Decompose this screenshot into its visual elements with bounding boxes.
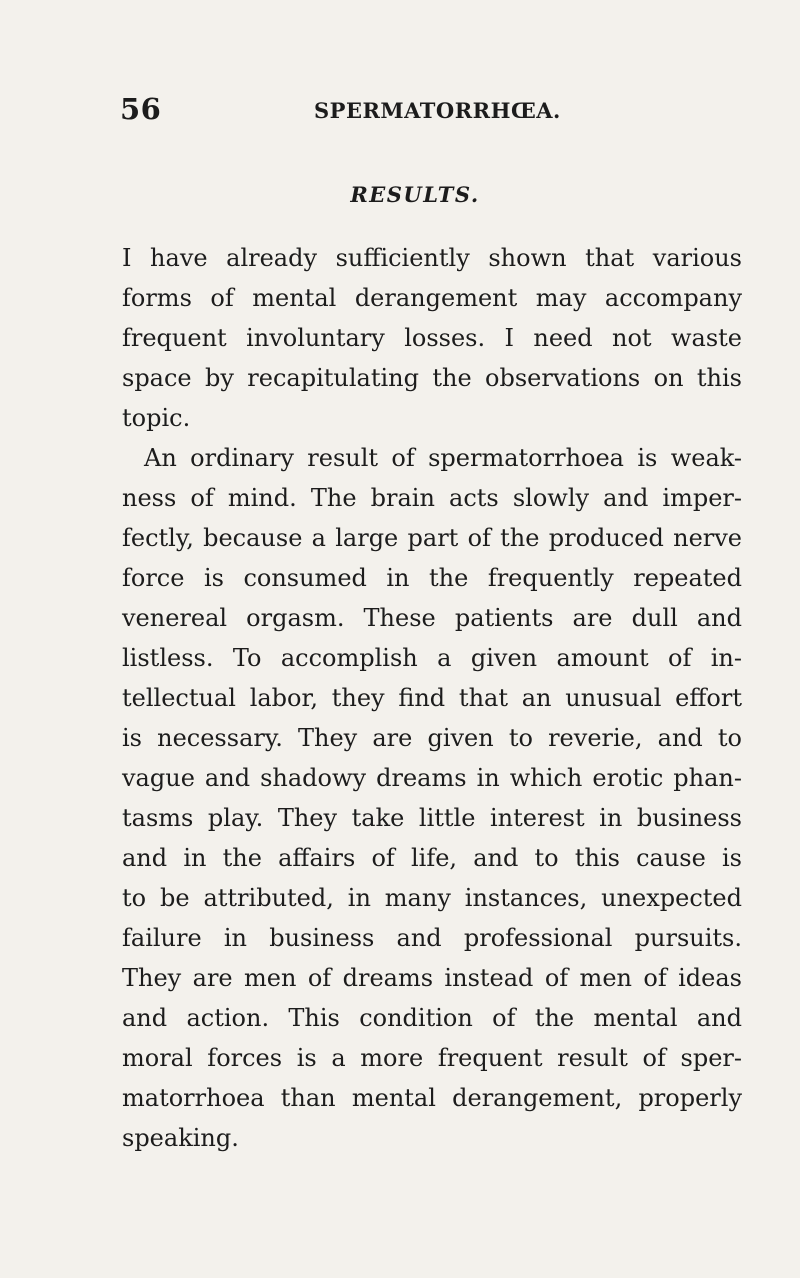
text-line: space by recapitulating the observations on this [122,364,742,392]
text-line: frequent involuntary losses. I need not waste [122,324,742,352]
text-line: I have already sufficiently shown that various [122,244,742,272]
text-line: fectly, because a large part of the produced nerve [122,524,742,552]
text-line: moral forces is a more frequent result of sper- [122,1044,742,1072]
text-line: listless. To accomplish a given amount of in- [122,644,742,672]
text-line: and in the affairs of life, and to this cause is [122,844,742,872]
body-text [122,238,742,1158]
page-number: 56 [120,92,162,126]
text-line: and action. This condition of the mental and [122,1004,742,1032]
text-line: failure in business and professional pursuits. [122,924,742,952]
text-line: tasms play. They take little interest in business [122,804,742,832]
text-line: matorrhoea than mental derangement, properly [122,1084,742,1112]
text-line: is necessary. They are given to reverie, and to [122,724,742,752]
running-title: SPERMATORRHŒA. [314,98,561,123]
text-line: They are men of dreams instead of men of ideas [122,964,742,992]
section-heading: RESULTS. [350,182,480,207]
text-line: force is consumed in the frequently repeated [122,564,742,592]
running-head [120,92,740,132]
text-line: tellectual labor, they find that an unusual effort [122,684,742,712]
text-line: vague and shadowy dreams in which erotic phan- [122,764,742,792]
text-line: ness of mind. The brain acts slowly and imper- [122,484,742,512]
text-line: to be attributed, in many instances, unexpected [122,884,742,912]
text-line: speaking. [122,1124,239,1152]
text-line: An ordinary result of spermatorrhoea is weak- [144,444,742,472]
text-line: forms of mental derangement may accompany [122,284,742,312]
text-line: topic. [122,404,191,432]
text-line: venereal orgasm. These patients are dull and [122,604,742,632]
